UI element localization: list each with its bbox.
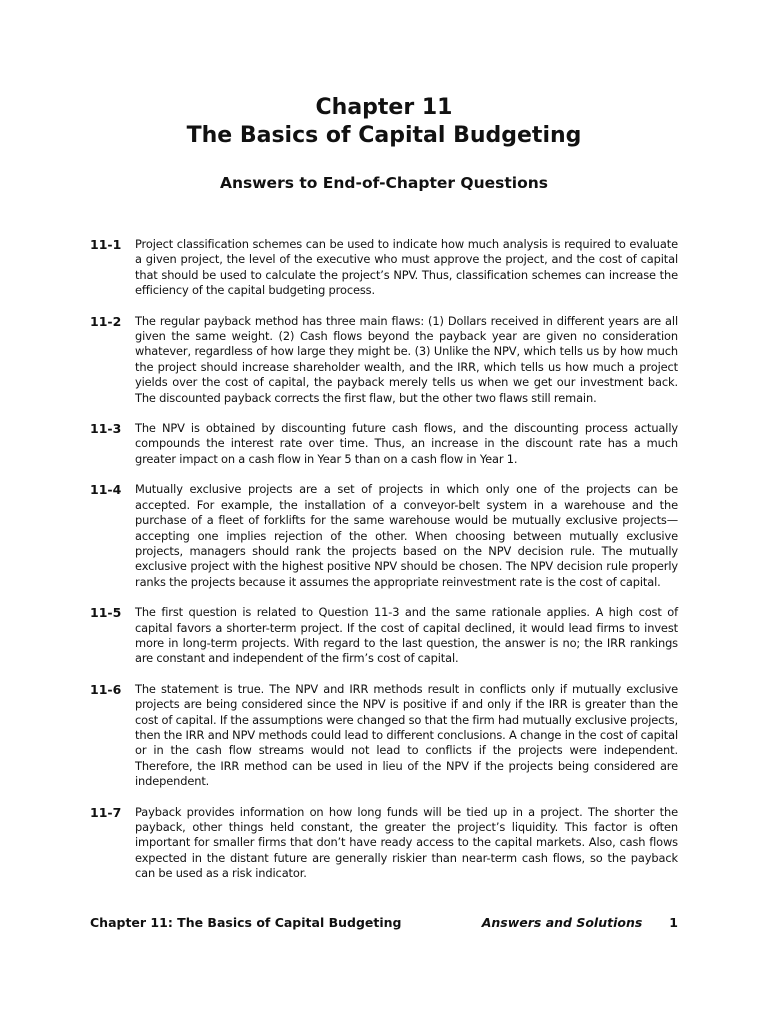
answer-item: [90, 682, 678, 790]
answer-text: The regular payback method has three main flaws: (1) Dollars received in different years are all given the same weight. (2) Cash flows beyond the payback year are given no consideration whatever, regardless of how large they might be. (3) Unlike the NPV, which tells us by how much the project should increase shareholder wealth, and the IRR, which tells us how much a project yields over the cost of capital, the payback merely tells us when we get our investment back. The discounted payback corrects the first flaw, but the other two flaws still remain.: [135, 313, 678, 405]
footer-right: [482, 914, 678, 932]
answer-item: [90, 482, 678, 590]
answer-number: 11-7: [90, 804, 122, 820]
chapter-title: The Basics of Capital Budgeting: [186, 123, 582, 148]
page-footer: [90, 914, 678, 932]
section-subtitle: Answers to End-of-Chapter Questions: [219, 174, 549, 192]
answer-number: 11-5: [90, 605, 122, 621]
chapter-number: Chapter 11: [315, 95, 453, 120]
answers-list: [90, 237, 678, 897]
answer-item: [90, 237, 678, 299]
answer-text: The NPV is obtained by discounting future cash flows, and the discounting process actually compounds the interest rate over time. Thus, an increase in the discount rate has a much greater impact on a cash flow in Year 5 than on a cash flow in Year 1.: [135, 421, 678, 466]
answer-text: Payback provides information on how long funds will be tied up in a project. The shorter the payback, other things held constant, the greater the project’s liquidity. This factor is often important for smaller firms that don’t have ready access to the capital markets. Also, cash flows expected in the distant future are generally riskier than near-term cash flows, so the payback can be used as a risk indicator.: [135, 804, 678, 881]
page-number: 1: [669, 915, 678, 930]
answer-number: 11-2: [90, 313, 122, 329]
answer-number: 11-3: [90, 421, 122, 437]
answer-item: [90, 605, 678, 667]
footer-chapter-title: Chapter 11: The Basics of Capital Budgeting: [90, 915, 402, 930]
answer-item: [90, 421, 678, 467]
footer-section-title: Answers and Solutions: [481, 915, 643, 930]
answer-text: The first question is related to Question 11-3 and the same rationale applies. A high cost of capital favors a shorter-term project. If the cost of capital declined, it would lead firms to invest more in long-term projects. With regard to the last question, the answer is no; the IRR rankings are constant and independent of the firm’s cost of capital.: [135, 605, 678, 666]
answer-text: Mutually exclusive projects are a set of projects in which only one of the projects can be accepted. For example, the installation of a conveyor-belt system in a warehouse and the purchase of a fleet of forklifts for the same warehouse would be mutually exclusive projects—accepting one implies rejection of the other. When choosing between mutually exclusive projects, managers should rank the projects based on the NPV decision rule. The mutually exclusive project with the highest positive NPV should be chosen. The NPV decision rule properly ranks the projects because it assumes the appropriate reinvestment rate is the cost of capital.: [135, 482, 678, 589]
answer-text: Project classification schemes can be used to indicate how much analysis is required to evaluate a given project, the level of the executive who must approve the project, and the cost of capital that should be used to calculate the project’s NPV. Thus, classification schemes can increase the efficiency of the capital budgeting process.: [135, 237, 678, 298]
answer-number: 11-1: [90, 237, 122, 252]
answer-text: The statement is true. The NPV and IRR methods result in conflicts only if mutually exclusive projects are being considered since the NPV is positive if and only if the IRR is greater than the cost of capital. If the assumptions were changed so that the firm had mutually exclusive projects, then the IRR and NPV methods could lead to different conclusions. A change in the cost of capital or in the cash flow streams would not lead to conflicts if the projects were independent. Therefore, the IRR method can be used in lieu of the NPV if the projects being considered are independent.: [135, 681, 678, 789]
answer-number: 11-4: [90, 482, 122, 498]
answer-item: [90, 314, 678, 406]
answer-item: [90, 805, 678, 882]
answer-number: 11-6: [90, 681, 122, 697]
